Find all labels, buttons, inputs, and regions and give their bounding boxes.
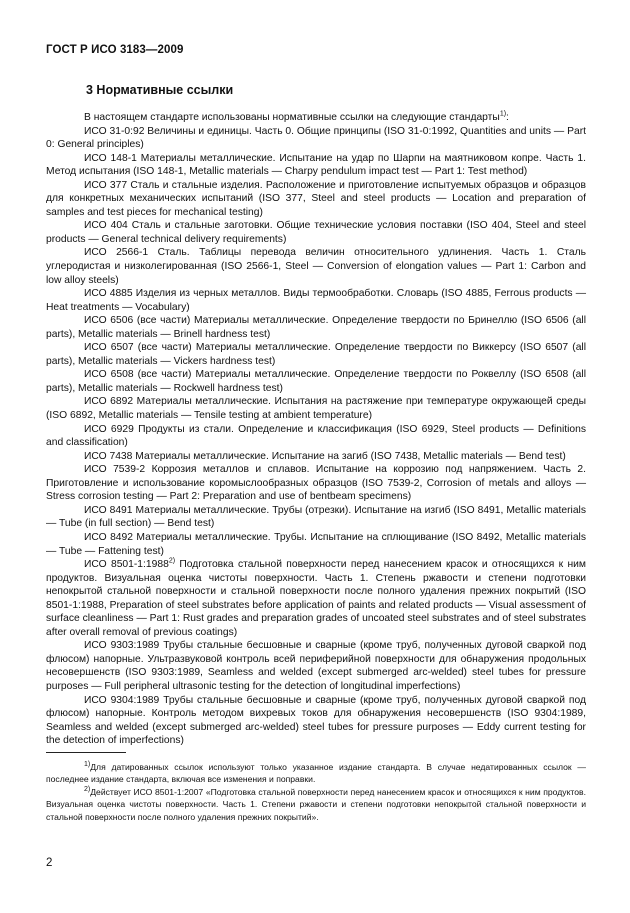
footnote-ref-1[interactable]: 1) <box>499 110 507 118</box>
reference-item: ИСО 6892 Материалы металлические. Испытания на растяжение при температуре окружающей среды (ISO 6892, Metallic materials — Tensile testing at ambient temperature) <box>46 396 586 422</box>
references-body <box>46 111 586 748</box>
reference-item: ИСО 377 Сталь и стальные изделия. Расположение и приготовление испытуемых образцов и образцов для конкретных механических испытаний (ISO 377, Steel and steel products — Location and preparation of samples and test pieces for mechanical testing) <box>46 179 586 218</box>
reference-item: ИСО 6929 Продукты из стали. Определение и классификация (ISO 6929, Steel products — Definitions and classification) <box>46 423 586 449</box>
reference-item: ИСО 148-1 Материалы металлические. Испытание на удар по Шарпи на маятниковом копре. Часть 1. Метод испытания (ISO 148-1, Metallic materials — Charpy pendulum impact test — Part 1: Test method) <box>46 152 586 178</box>
reference-item: ИСО 4885 Изделия из черных металлов. Виды термообработки. Словарь (ISO 4885, Ferrous products — Heat treatments — Vocabulary) <box>46 288 586 313</box>
reference-code: ИСО 8501-1:1988 <box>84 559 169 571</box>
reference-item: ИСО 404 Сталь и стальные заготовки. Общие технические условия поставки (ISO 404, Steel and steel products — General technical delivery requirements) <box>46 220 586 245</box>
footnote-text: Для датированных ссылок используют только указанное издание стандарта. В случае недатированных ссылок — последнее издание стандарта, включая все изменения и поправки. <box>46 762 586 785</box>
reference-item: ИСО 6508 (все части) Материалы металлические. Определение твердости по Роквеллу (ISO 6508 (all parts), Metallic materials — Rockwell hardness test) <box>46 369 586 394</box>
footnote-mark: 1) <box>84 761 91 769</box>
reference-item: ИСО 6506 (все части) Материалы металлические. Определение твердости по Бринеллю (ISO 6506 (all parts), Metallic materials — Brinell hardness test) <box>46 315 586 340</box>
reference-item: ИСО 7539-2 Коррозия металлов и сплавов. Испытание на коррозию под напряжением. Часть 2. Приготовление и использование коромыслообразных образцов (ISO 7539-2, Corrosion of metals and alloys — Stress corrosion testing — Part 2: Preparation and use of bentbeam specimens) <box>46 464 586 503</box>
footnote-ref-2[interactable]: 2) <box>168 557 176 565</box>
reference-item-8501 <box>46 558 586 639</box>
footnote-1 <box>46 761 586 786</box>
document-header: ГОСТ Р ИСО 3183—2009 <box>46 44 184 56</box>
footnote-text: Действует ИСО 8501-1:2007 «Подготовка стальной поверхности перед нанесением красок и относящихся к ним продуктов. Визуальная оценка чистоты поверхности. Часть 1. Степени ржавости и степени подготовки непокрытой стальной поверхности и стальной поверхности после полного удаления прежних покрытий». <box>46 786 586 822</box>
reference-item: ИСО 9303:1989 Трубы стальные бесшовные и сварные (кроме труб, полученных дуговой сваркой под флюсом) напорные. Ультразвуковой контроль всей периферийной поверхности для обнаружения продольных несовершенств (ISO 9303:1989, Seamless and welded (except submerged arc-welded) steel tubes for pressure purposes — Full peripheral ultrasonic testing for the detection of longitudinal imperfections) <box>46 640 586 692</box>
reference-item: ИСО 31-0:92 Величины и единицы. Часть 0. Общие принципы (ISO 31-0:1992, Quantities and units — Part 0: General principles) <box>46 125 586 151</box>
footnote-mark: 2) <box>84 785 91 793</box>
footnote-2 <box>46 786 586 823</box>
footnotes <box>46 761 586 823</box>
page-number: 2 <box>46 857 53 869</box>
intro-paragraph <box>46 111 586 125</box>
intro-colon: : <box>506 112 509 123</box>
footnote-divider <box>46 752 126 753</box>
reference-item: ИСО 6507 (все части) Материалы металлические. Определение твердости по Виккерсу (ISO 6507 (all parts), Metallic materials — Vickers hardness test) <box>46 342 586 367</box>
intro-text: В настоящем стандарте использованы нормативные ссылки на следующие стандарты <box>84 112 500 123</box>
reference-item: ИСО 8492 Материалы металлические. Трубы. Испытание на сплющивание (ISO 8492, Metallic materials — Tube — Fattening test) <box>46 531 586 557</box>
reference-item: ИСО 7438 Материалы металлические. Испытание на загиб (ISO 7438, Metallic materials — Bend test) <box>84 450 566 462</box>
reference-item: ИСО 8491 Материалы металлические. Трубы (отрезки). Испытание на изгиб (ISO 8491, Metallic materials — Tube (in full section) — Bend test) <box>46 504 586 530</box>
reference-item: ИСО 9304:1989 Трубы стальные бесшовные и сварные (кроме труб, полученных дуговой сваркой под флюсом) напорные. Контроль методом вихревых токов для обнаружения несовершенств (ISO 9304:1989, Seamless and welded (except submerged arc-welded) steel tubes for pressure purposes — Eddy current testing for the detection of imperfections) <box>46 694 586 747</box>
section-title: 3 Нормативные ссылки <box>86 83 234 97</box>
reference-text: Подготовка стальной поверхности перед нанесением красок и относящихся к ним продуктов. Визуальная оценка чистоты поверхности. Часть 1. Степень ржавости и степени подготовки непокрытой стальной поверхности и стальной поверхности после полного удаления прежних покрытий (ISO 8501-1:1988, Preparation of steel substrates before application of paints and related products — Visual assessment of surface cleanliness — Part 1: Rust grades and preparation grades of uncoated steel substrates and of steel substrates after overall removal of previous coatings) <box>46 559 586 638</box>
reference-item: ИСО 2566-1 Сталь. Таблицы перевода величин относительного удлинения. Часть 1. Сталь углеродистая и низколегированная (ISO 2566-1, Steel — Conversion of elongation values — Part 1: Carbon and low alloy steels) <box>46 247 586 286</box>
